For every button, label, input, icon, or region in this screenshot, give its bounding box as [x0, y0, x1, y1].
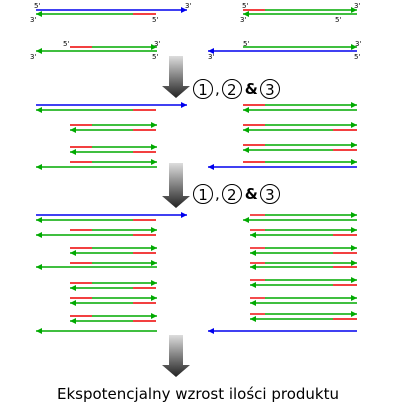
caption: Ekspotencjalny wzrost ilości produktu: [57, 385, 339, 403]
dna-strand: [70, 318, 156, 324]
step-ampersand: &: [244, 184, 258, 203]
step-separator: ,: [215, 184, 220, 203]
step-separator: ,: [215, 79, 220, 98]
arrowhead: [351, 159, 357, 165]
dna-strand: [243, 147, 357, 153]
step-number-2: 2: [222, 79, 242, 99]
dna-strand: [70, 245, 157, 251]
three-prime-label: 3': [30, 53, 37, 61]
arrowhead: [243, 147, 249, 153]
three-prime-label: 3': [354, 2, 361, 10]
arrowhead: [36, 11, 42, 17]
three-prime-label: 3': [185, 2, 192, 10]
dna-strand: [250, 295, 357, 301]
dna-strand: [243, 107, 357, 113]
arrowhead: [250, 250, 256, 256]
arrowhead: [351, 212, 357, 218]
dna-strand: [250, 245, 357, 251]
three-prime-label: 3': [30, 16, 37, 24]
arrowhead: [250, 316, 256, 322]
step-number-2: 2: [222, 184, 242, 204]
dna-strand: [208, 164, 357, 170]
template-bottom-strand: [36, 11, 156, 17]
arrowhead: [351, 295, 357, 301]
dna-strand: [36, 212, 187, 218]
arrowhead: [36, 164, 42, 170]
arrowhead: [351, 102, 357, 108]
step-label-first: [193, 76, 280, 100]
arrowhead: [351, 260, 357, 266]
dna-strand: [36, 232, 156, 238]
five-prime-label: 5': [335, 16, 342, 24]
template-bottom-strand: [36, 48, 157, 54]
dna-strand: [36, 164, 157, 170]
dna-strand: [243, 122, 357, 128]
five-prime-label: 5': [63, 40, 70, 48]
arrowhead: [250, 300, 256, 306]
dna-strand: [250, 250, 357, 256]
dna-strand: [243, 127, 357, 133]
five-prime-label: 5': [34, 2, 41, 10]
dna-strand: [70, 313, 157, 319]
dna-strand: [70, 149, 156, 155]
arrowhead: [351, 122, 357, 128]
arrowhead: [151, 122, 157, 128]
dna-strand: [250, 264, 357, 270]
dna-strand: [250, 316, 357, 322]
arrowhead: [36, 328, 42, 334]
dna-strand: [36, 264, 157, 270]
arrowhead: [70, 300, 76, 306]
dna-strand: [70, 127, 156, 133]
dna-strand: [243, 102, 357, 108]
arrowhead: [70, 127, 76, 133]
dna-strand: [243, 217, 357, 223]
arrowhead: [151, 295, 157, 301]
arrowhead: [250, 232, 256, 238]
arrowhead: [36, 232, 42, 238]
arrowhead: [36, 48, 42, 54]
arrowhead: [151, 313, 157, 319]
dna-strand: [36, 328, 157, 334]
down-arrow-icon: [162, 56, 190, 98]
dna-strand: [250, 260, 357, 266]
dna-strand: [250, 212, 357, 218]
step-number-3: 3: [260, 184, 280, 204]
arrowhead: [151, 159, 157, 165]
arrowhead: [351, 142, 357, 148]
arrowhead: [151, 260, 157, 266]
arrowhead: [36, 264, 42, 270]
five-prime-label: 5': [152, 16, 159, 24]
arrowhead: [151, 245, 157, 251]
step-number-1: 1: [193, 184, 213, 204]
arrowhead: [250, 264, 256, 270]
dna-strand: [70, 144, 157, 150]
dna-strand: [243, 159, 357, 165]
arrowhead: [70, 149, 76, 155]
template-top-strand: [243, 7, 357, 13]
dna-strand: [250, 227, 357, 233]
five-prime-label: 5': [242, 2, 249, 10]
arrowhead: [351, 227, 357, 233]
dna-strand: [243, 142, 357, 148]
arrowhead: [243, 127, 249, 133]
dna-strand: [250, 232, 357, 238]
arrowhead: [70, 285, 76, 291]
template-top-strand: [243, 44, 357, 50]
dna-strand: [70, 300, 156, 306]
three-prime-label: 3': [240, 16, 247, 24]
arrowhead: [151, 280, 157, 286]
three-prime-label: 3': [208, 53, 215, 61]
dna-strand: [70, 250, 156, 256]
dna-strand: [70, 122, 157, 128]
arrowhead: [181, 102, 187, 108]
step-number-1: 1: [193, 79, 213, 99]
dna-strand: [250, 300, 357, 306]
flow-arrows: [162, 56, 190, 377]
arrowhead: [151, 227, 157, 233]
arrowhead: [70, 250, 76, 256]
arrowhead: [351, 277, 357, 283]
arrowhead: [208, 328, 214, 334]
dna-strand: [250, 282, 357, 288]
down-arrow-icon: [162, 163, 190, 208]
dna-strand: [36, 107, 156, 113]
three-prime-label: 3': [154, 40, 161, 48]
step-number-3: 3: [260, 79, 280, 99]
dna-strand: [70, 295, 157, 301]
arrowhead: [351, 311, 357, 317]
arrowhead: [181, 212, 187, 218]
arrowhead: [151, 144, 157, 150]
dna-strand: [208, 328, 357, 334]
dna-strand: [36, 102, 187, 108]
template-bottom-strand: [208, 48, 357, 54]
arrowhead: [243, 107, 249, 113]
arrowhead: [243, 217, 249, 223]
three-prime-label: 3': [355, 40, 362, 48]
arrowhead: [36, 217, 42, 223]
dna-strand: [70, 285, 156, 291]
template-top-strand: [36, 7, 187, 13]
arrowhead: [36, 107, 42, 113]
arrowhead: [250, 282, 256, 288]
step-ampersand: &: [244, 79, 258, 98]
five-prime-label: 5': [354, 53, 361, 61]
dna-strand: [70, 159, 157, 165]
down-arrow-icon: [162, 335, 190, 377]
step-label-second: [193, 181, 280, 205]
arrowhead: [351, 245, 357, 251]
dna-strands: [36, 7, 357, 334]
dna-strand: [70, 260, 157, 266]
arrowhead: [208, 164, 214, 170]
five-prime-label: 5': [243, 40, 250, 48]
five-prime-label: 5': [152, 53, 159, 61]
arrowhead: [70, 318, 76, 324]
dna-strand: [250, 311, 357, 317]
dna-strand: [250, 277, 357, 283]
template-top-strand: [70, 44, 157, 50]
dna-strand: [70, 280, 157, 286]
dna-strand: [70, 227, 157, 233]
dna-strand: [36, 217, 156, 223]
